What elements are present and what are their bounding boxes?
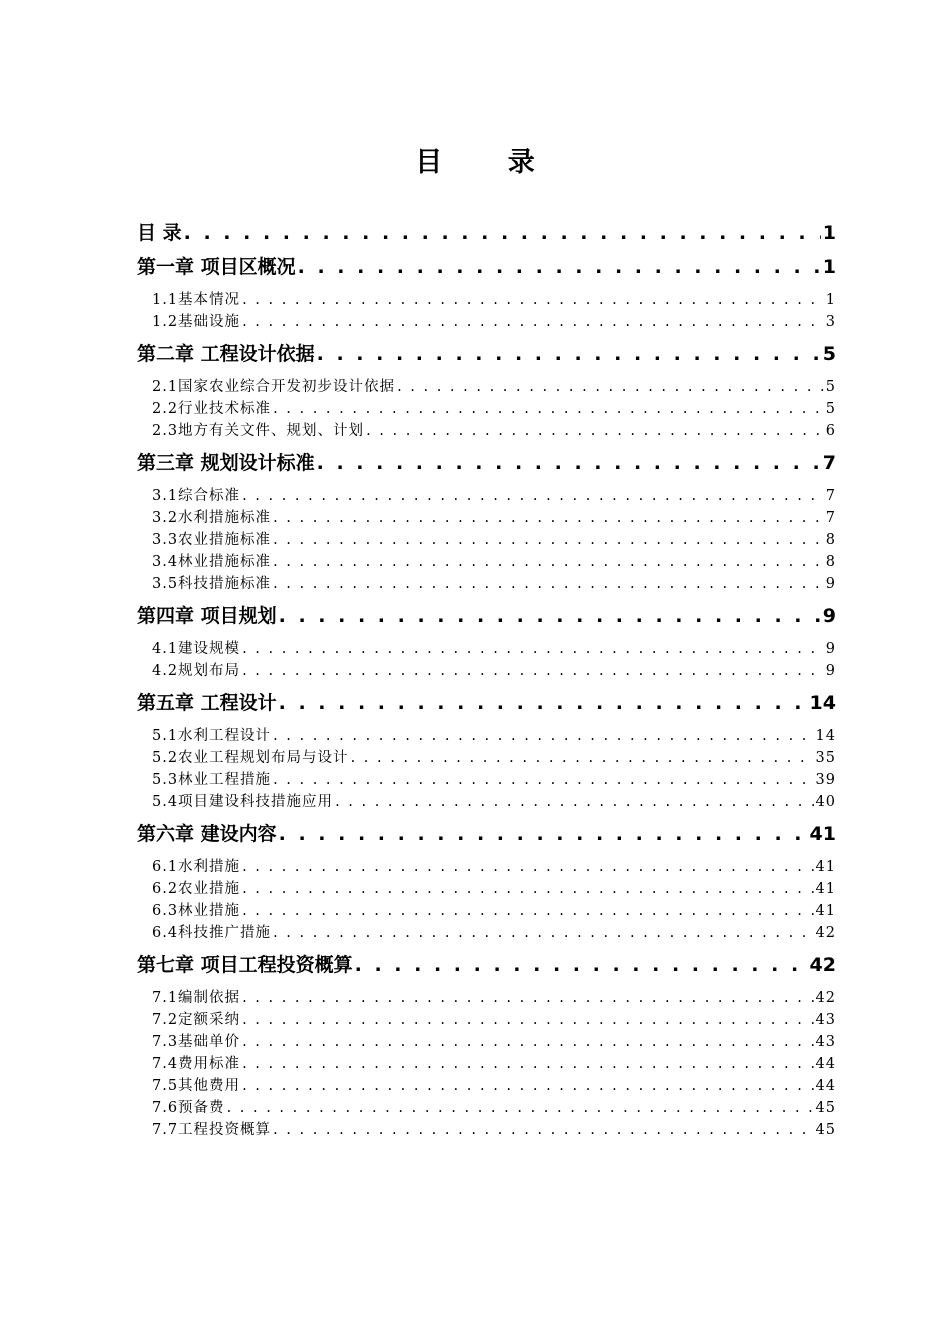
toc-leader-dots <box>242 660 824 682</box>
toc-section-entry[interactable] <box>137 507 836 529</box>
toc-leader-dots <box>317 337 821 371</box>
toc-entry-label: 6.2农业措施 <box>152 881 241 897</box>
toc-entry-label: 3.4林业措施标准 <box>152 554 272 570</box>
toc-section-entry[interactable] <box>137 551 836 573</box>
toc-chapter-entry[interactable] <box>137 446 836 480</box>
toc-entry-label: 5.3林业工程措施 <box>152 772 272 788</box>
toc-section-entry[interactable] <box>137 573 836 595</box>
toc-section-entry[interactable] <box>137 1075 836 1097</box>
toc-entry-label: 7.6预备费 <box>152 1100 225 1116</box>
toc-leader-dots <box>273 507 824 529</box>
toc-entry-label: 1.1基本情况 <box>152 292 241 308</box>
toc-entry-label: 3.2水利措施标准 <box>152 510 272 526</box>
toc-leader-dots <box>279 686 808 720</box>
toc-page-number: 7 <box>822 452 836 474</box>
toc-chapter-entry[interactable] <box>137 337 836 371</box>
toc-page-number: 41 <box>809 823 836 845</box>
toc-entry-label: 6.3林业措施 <box>152 903 241 919</box>
toc-page-number: 1 <box>825 292 836 308</box>
toc-page-number: 14 <box>815 728 836 744</box>
toc-entry-label: 5.1水利工程设计 <box>152 728 272 744</box>
toc-page-number: 45 <box>815 1122 836 1138</box>
toc-section-entry[interactable] <box>137 289 836 311</box>
toc-page-number: 8 <box>825 554 836 570</box>
toc-section-entry[interactable] <box>137 638 836 660</box>
page-title: 目 录 <box>415 147 563 178</box>
toc-page-number: 5 <box>825 379 836 395</box>
toc-entry-label: 3.1综合标准 <box>152 488 241 504</box>
toc-entry-label: 第一章 项目区概况 <box>137 256 296 278</box>
toc-section-entry[interactable] <box>137 660 836 682</box>
toc-leader-dots <box>242 987 813 1009</box>
toc-leader-dots <box>242 1053 813 1075</box>
toc-entry-label: 第二章 工程设计依据 <box>137 343 315 365</box>
toc-page-number: 9 <box>825 663 836 679</box>
toc-section-entry[interactable] <box>137 987 836 1009</box>
toc-entry-label: 第三章 规划设计标准 <box>137 452 315 474</box>
toc-leader-dots <box>273 1119 813 1141</box>
toc-section-entry[interactable] <box>137 791 836 813</box>
toc-page-number: 45 <box>815 1100 836 1116</box>
toc-leader-dots <box>242 878 813 900</box>
toc-leader-dots <box>273 922 813 944</box>
toc-entry-label: 第七章 项目工程投资概算 <box>137 954 353 976</box>
toc-page-number: 41 <box>815 859 836 875</box>
toc-page-number: 42 <box>809 954 836 976</box>
toc-entry-label: 第六章 建设内容 <box>137 823 277 845</box>
toc-chapter-entry[interactable] <box>137 817 836 851</box>
toc-leader-dots <box>242 1031 813 1053</box>
toc-page-number: 41 <box>815 881 836 897</box>
toc-entry-label: 2.3地方有关文件、规划、计划 <box>152 423 365 439</box>
toc-page-number: 6 <box>825 423 836 439</box>
toc-chapter-entry[interactable] <box>137 948 836 982</box>
toc-entry-label: 第四章 项目规划 <box>137 605 277 627</box>
toc-leader-dots <box>242 289 824 311</box>
toc-entry-label: 3.5科技措施标准 <box>152 576 272 592</box>
toc-page-number: 42 <box>815 990 836 1006</box>
toc-page-number: 14 <box>809 692 836 714</box>
toc-section-entry[interactable] <box>137 1053 836 1075</box>
toc-leader-dots <box>273 769 813 791</box>
toc-section-entry[interactable] <box>137 878 836 900</box>
toc-entry-label: 6.1水利措施 <box>152 859 241 875</box>
toc-page-number: 8 <box>825 532 836 548</box>
toc-leader-dots <box>366 420 824 442</box>
toc-entry-label: 3.3农业措施标准 <box>152 532 272 548</box>
toc-entry-label: 7.7工程投资概算 <box>152 1122 272 1138</box>
table-of-contents <box>137 216 836 1145</box>
toc-page-number: 44 <box>815 1078 836 1094</box>
toc-leader-dots <box>279 599 821 633</box>
toc-chapter-entry[interactable] <box>137 599 836 633</box>
toc-page-number: 5 <box>825 401 836 417</box>
toc-section-entry[interactable] <box>137 856 836 878</box>
toc-section-entry[interactable] <box>137 1031 836 1053</box>
toc-leader-dots <box>273 551 824 573</box>
toc-entry-label: 1.2基础设施 <box>152 314 241 330</box>
toc-leader-dots <box>273 529 824 551</box>
toc-leader-dots <box>355 948 808 982</box>
toc-leader-dots <box>242 900 813 922</box>
toc-leader-dots <box>397 376 824 398</box>
toc-section-entry[interactable] <box>137 376 836 398</box>
toc-page-number: 43 <box>815 1034 836 1050</box>
toc-page-number: 44 <box>815 1056 836 1072</box>
toc-chapter-entry[interactable] <box>137 686 836 720</box>
toc-page-number: 9 <box>822 605 836 627</box>
toc-entry-label: 4.1建设规模 <box>152 641 241 657</box>
toc-leader-dots <box>227 1097 814 1119</box>
toc-section-entry[interactable] <box>137 922 836 944</box>
toc-leader-dots <box>242 1009 813 1031</box>
toc-entry-label: 7.5其他费用 <box>152 1078 241 1094</box>
toc-section-entry[interactable] <box>137 769 836 791</box>
toc-entry-label: 7.1编制依据 <box>152 990 241 1006</box>
toc-chapter-entry[interactable] <box>137 250 836 284</box>
toc-entry-label: 2.2行业技术标准 <box>152 401 272 417</box>
toc-leader-dots <box>242 856 813 878</box>
toc-page-number: 9 <box>825 641 836 657</box>
toc-page-number: 41 <box>815 903 836 919</box>
toc-page-number: 43 <box>815 1012 836 1028</box>
toc-entry-label: 5.4项目建设科技措施应用 <box>152 794 334 810</box>
toc-section-entry[interactable] <box>137 311 836 333</box>
toc-leader-dots <box>351 747 814 769</box>
toc-entry-label: 第五章 工程设计 <box>137 692 277 714</box>
toc-leader-dots <box>184 216 821 250</box>
toc-leader-dots <box>317 446 821 480</box>
toc-page-number: 1 <box>822 256 836 278</box>
toc-leader-dots <box>242 311 824 333</box>
toc-leader-dots <box>242 638 824 660</box>
toc-page-number: 40 <box>815 794 836 810</box>
toc-chapter-entry[interactable] <box>137 216 836 250</box>
toc-section-entry[interactable] <box>137 398 836 420</box>
toc-leader-dots <box>273 573 824 595</box>
toc-leader-dots <box>335 791 813 813</box>
toc-page-number: 7 <box>825 488 836 504</box>
toc-page-number: 1 <box>822 222 836 244</box>
toc-section-entry[interactable] <box>137 485 836 507</box>
toc-entry-label: 7.2定额采纳 <box>152 1012 241 1028</box>
toc-section-entry[interactable] <box>137 420 836 442</box>
toc-entry-label: 4.2规划布局 <box>152 663 241 679</box>
toc-leader-dots <box>242 1075 813 1097</box>
toc-section-entry[interactable] <box>137 747 836 769</box>
toc-leader-dots <box>279 817 808 851</box>
toc-page-number: 7 <box>825 510 836 526</box>
toc-entry-label: 5.2农业工程规划布局与设计 <box>152 750 349 766</box>
toc-section-entry[interactable] <box>137 900 836 922</box>
toc-page-number: 5 <box>822 343 836 365</box>
toc-section-entry[interactable] <box>137 1097 836 1119</box>
toc-entry-label: 7.3基础单价 <box>152 1034 241 1050</box>
toc-section-entry[interactable] <box>137 529 836 551</box>
toc-leader-dots <box>242 485 824 507</box>
toc-page-number: 35 <box>815 750 836 766</box>
toc-section-entry[interactable] <box>137 725 836 747</box>
toc-page-number: 9 <box>825 576 836 592</box>
toc-section-entry[interactable] <box>137 1009 836 1031</box>
toc-leader-dots <box>298 250 821 284</box>
toc-section-entry[interactable] <box>137 1119 836 1141</box>
toc-entry-label: 7.4费用标准 <box>152 1056 241 1072</box>
toc-leader-dots <box>273 725 813 747</box>
toc-page-number: 42 <box>815 925 836 941</box>
toc-entry-label: 6.4科技推广措施 <box>152 925 272 941</box>
toc-leader-dots <box>273 398 824 420</box>
toc-page-number: 39 <box>815 772 836 788</box>
toc-entry-label: 2.1国家农业综合开发初步设计依据 <box>152 379 396 395</box>
toc-page-number: 3 <box>825 314 836 330</box>
toc-entry-label: 目 录 <box>137 222 182 244</box>
